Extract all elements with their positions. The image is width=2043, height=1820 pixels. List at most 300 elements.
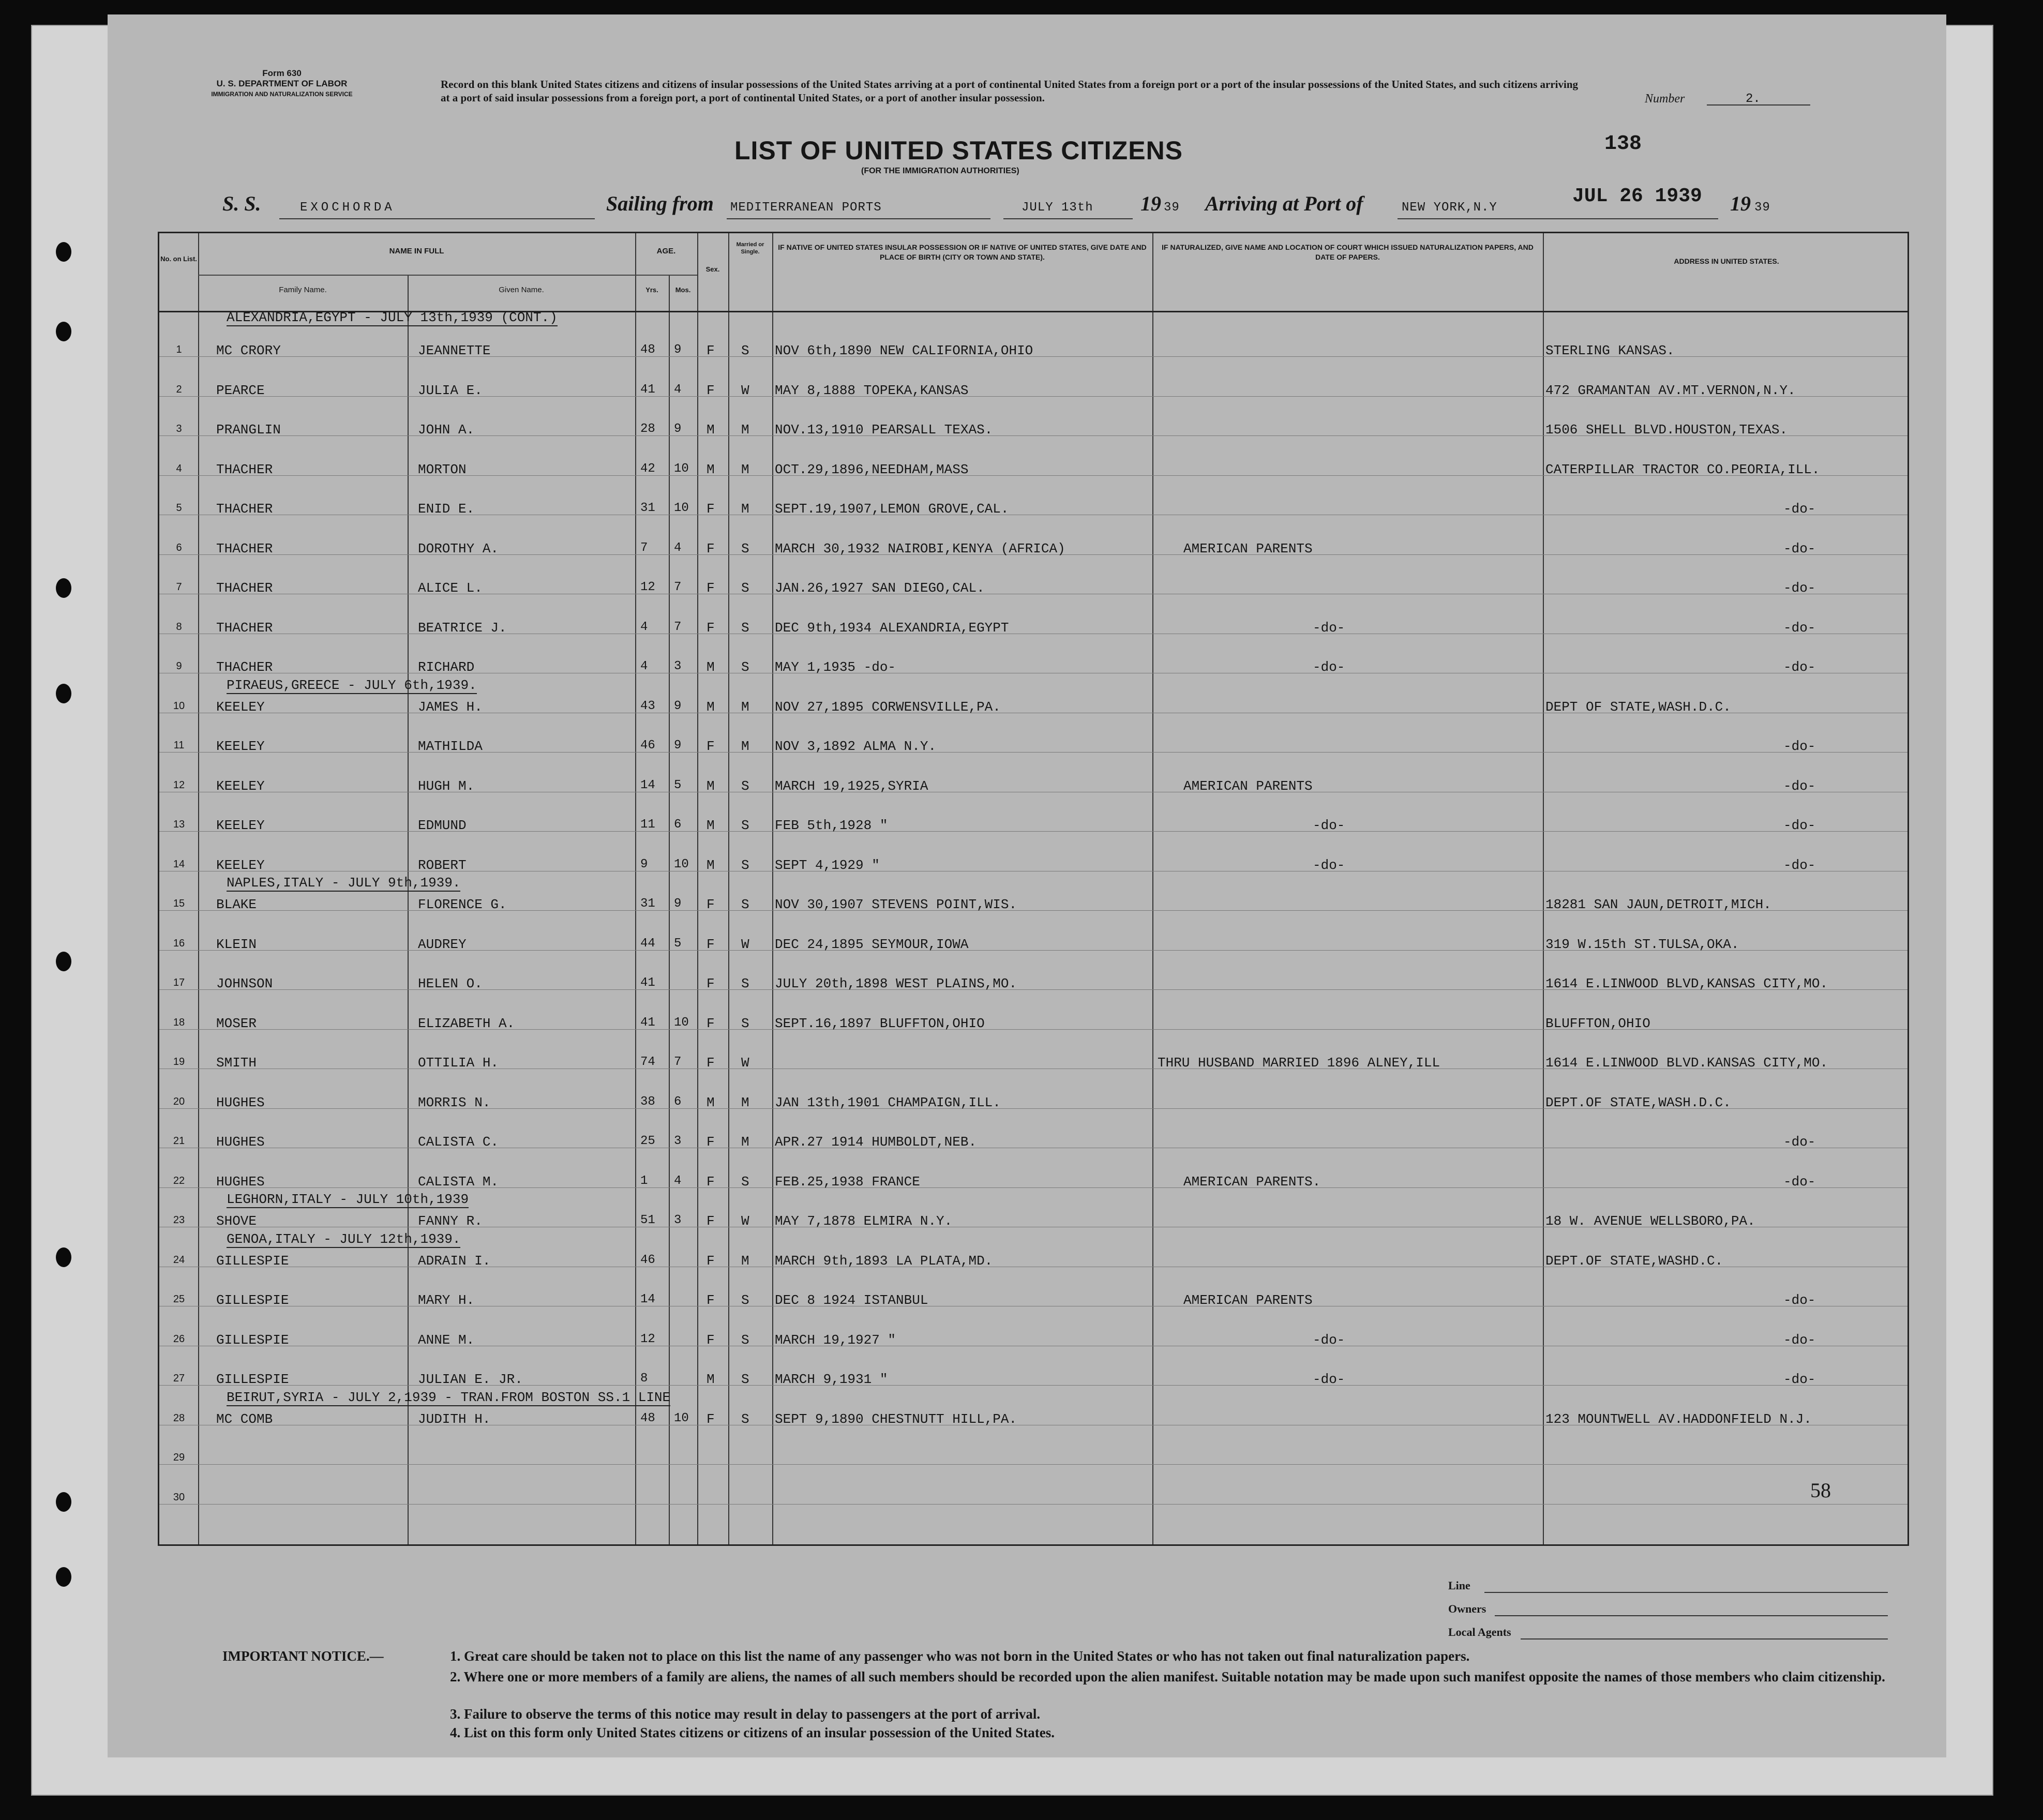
cell-sex: M (707, 1372, 715, 1387)
row-number: 10 (173, 700, 185, 712)
passenger-table (158, 232, 1909, 1546)
cell-ms: S (741, 778, 749, 794)
cell-family: GILLESPIE (216, 1253, 289, 1269)
cell-mos: 9 (674, 739, 682, 753)
cell-birth: SEPT.16,1897 BLUFFTON,OHIO (775, 1015, 985, 1031)
cell-family: MC COMB (216, 1411, 273, 1427)
row-number: 8 (176, 621, 182, 633)
cell-mos: 10 (674, 857, 689, 871)
cell-sex: F (707, 1253, 715, 1269)
cell-birth: MARCH 30,1932 NAIROBI,KENYA (AFRICA) (775, 540, 1065, 556)
notice-item-4: 4. List on this form only United States citizens or citizens of an insular possession of the United States. (450, 1725, 1055, 1740)
cell-family: THACHER (216, 580, 273, 596)
arrival-year: 39 (1754, 201, 1770, 215)
cell-yrs: 42 (640, 461, 655, 476)
cell-birth: FEB.25,1938 FRANCE (775, 1174, 920, 1190)
row-number: 5 (176, 502, 182, 514)
cell-family: JOHNSON (216, 976, 273, 991)
cell-given: ROBERT (418, 857, 467, 873)
cell-family: BLAKE (216, 897, 257, 912)
row-number: 21 (173, 1135, 185, 1147)
cell-addr: 472 GRAMANTAN AV.MT.VERNON,N.Y. (1545, 382, 1796, 398)
cell-ms: M (741, 501, 749, 517)
cell-yrs: 31 (640, 501, 655, 515)
number-label: Number (1645, 92, 1685, 106)
cell-sex: F (707, 620, 715, 636)
cell-nat: -do- (1313, 1372, 1345, 1387)
cell-addr: CATERPILLAR TRACTOR CO.PEORIA,ILL. (1545, 461, 1820, 477)
cell-mos: 4 (674, 1174, 682, 1188)
cell-ms: M (741, 1094, 749, 1110)
form-department-label (160, 68, 403, 99)
cell-given: MORTON (418, 461, 467, 477)
cell-addr: 18281 SAN JAUN,DETROIT,MICH. (1545, 897, 1771, 912)
cell-birth: NOV 6th,1890 NEW CALIFORNIA,OHIO (775, 343, 1033, 358)
sailing-label: Sailing from (606, 192, 714, 215)
cell-birth: JULY 20th,1898 WEST PLAINS,MO. (775, 976, 1017, 991)
cell-nat: -do- (1313, 620, 1345, 636)
cell-birth: MARCH 19,1925,SYRIA (775, 778, 928, 794)
stamp-number: 138 (1604, 132, 1642, 156)
row-number: 14 (173, 858, 185, 870)
notice-item-1: 1. Great care should be taken not to place on this list the name of any passenger who was not born in the United States or who has not taken out final naturalization papers. (450, 1648, 1470, 1664)
cell-yrs: 31 (640, 897, 655, 911)
cell-given: ALICE L. (418, 580, 483, 596)
row-number: 27 (173, 1373, 185, 1384)
cell-mos: 9 (674, 422, 682, 436)
cell-sex: F (707, 1015, 715, 1031)
cell-mos: 7 (674, 620, 682, 634)
cell-yrs: 28 (640, 422, 655, 436)
port-section-heading: LEGHORN,ITALY - JULY 10th,1939 (227, 1192, 469, 1207)
cell-addr: 123 MOUNTWELL AV.HADDONFIELD N.J. (1545, 1411, 1812, 1427)
cell-addr: -do- (1783, 659, 1816, 675)
cell-mos: 3 (674, 1213, 682, 1227)
cell-birth: NOV 3,1892 ALMA N.Y. (775, 739, 937, 754)
cell-ms: M (741, 699, 749, 715)
col-name-in-full: NAME IN FULL (389, 247, 444, 255)
cell-ms: S (741, 976, 749, 991)
sailing-year: 39 (1164, 201, 1180, 215)
cell-given: JULIA E. (418, 382, 483, 398)
cell-yrs: 7 (640, 540, 648, 555)
cell-addr: 319 W.15th ST.TULSA,OKA. (1545, 936, 1739, 952)
cell-sex: F (707, 1174, 715, 1190)
row-number: 26 (173, 1333, 185, 1345)
binder-hole (56, 1492, 71, 1512)
cell-addr: -do- (1783, 580, 1816, 596)
cell-sex: F (707, 1411, 715, 1427)
cell-yrs: 9 (640, 857, 648, 871)
cell-birth: SEPT.19,1907,LEMON GROVE,CAL. (775, 501, 1009, 517)
cell-birth: MAY 8,1888 TOPEKA,KANSAS (775, 382, 969, 398)
row-number: 13 (173, 819, 185, 830)
col-family-name: Family Name. (279, 285, 327, 294)
cell-yrs: 14 (640, 1292, 655, 1306)
arriving-port: NEW YORK,N.Y (1402, 201, 1497, 215)
cell-given: AUDREY (418, 936, 467, 952)
cell-given: JULIAN E. JR. (418, 1372, 523, 1387)
cell-sex: F (707, 1055, 715, 1071)
sailing-date: JULY 13th (1022, 201, 1093, 215)
cell-mos: 3 (674, 1134, 682, 1148)
cell-ms: S (741, 580, 749, 596)
cell-addr: -do- (1783, 1372, 1816, 1387)
cell-mos: 4 (674, 382, 682, 397)
cell-addr: -do- (1783, 818, 1816, 833)
cell-mos: 3 (674, 659, 682, 673)
cell-yrs: 44 (640, 936, 655, 951)
cell-ms: S (741, 857, 749, 873)
row-number: 11 (173, 740, 185, 751)
cell-family: KEELEY (216, 699, 265, 715)
cell-ms: M (741, 739, 749, 754)
cell-family: MC CRORY (216, 343, 281, 358)
cell-given: DOROTHY A. (418, 540, 499, 556)
cell-addr: 18 W. AVENUE WELLSBORO,PA. (1545, 1213, 1755, 1229)
top-instruction: Record on this blank United States citizens and citizens of insular possessions of the United States arriving at a port of continental United States from a foreign port or a port of the insular possessions of the United States, and such citizens arriving at a port of said insular possessions from a foreign port, a port of continental United States, or a port of another insular possession. (441, 78, 1579, 104)
cell-nat: THRU HUSBAND MARRIED 1896 ALNEY,ILL (1158, 1055, 1440, 1071)
cell-ms: S (741, 1332, 749, 1348)
cell-ms: S (741, 1411, 749, 1427)
cell-ms: S (741, 1015, 749, 1031)
cell-family: HUGHES (216, 1094, 265, 1110)
cell-given: OTTILIA H. (418, 1055, 499, 1071)
cell-family: KEELEY (216, 857, 265, 873)
cell-family: KLEIN (216, 936, 257, 952)
cell-mos: 6 (674, 818, 682, 832)
cell-addr: 1614 E.LINWOOD BLVD,KANSAS CITY,MO. (1545, 976, 1828, 991)
cell-birth: DEC 9th,1934 ALEXANDRIA,EGYPT (775, 620, 1009, 636)
cell-family: KEELEY (216, 778, 265, 794)
cell-ms: S (741, 1292, 749, 1308)
row-number: 28 (173, 1412, 185, 1424)
cell-nat: -do- (1313, 857, 1345, 873)
col-no: No. on List. (160, 255, 197, 263)
col-married: Married or Single. (736, 242, 764, 255)
col-age: AGE. (656, 247, 676, 255)
cell-birth: SEPT 4,1929 " (775, 857, 880, 873)
cell-addr: -do- (1783, 1292, 1816, 1308)
cell-family: PEARCE (216, 382, 265, 398)
cell-birth: NOV.13,1910 PEARSALL TEXAS. (775, 422, 993, 438)
cell-given: MORRIS N. (418, 1094, 491, 1110)
cell-sex: F (707, 936, 715, 952)
row-number: 4 (176, 462, 182, 474)
cell-ms: S (741, 540, 749, 556)
cell-birth: APR.27 1914 HUMBOLDT,NEB. (775, 1134, 977, 1150)
cell-birth: MARCH 19,1927 " (775, 1332, 896, 1348)
cell-addr: 1506 SHELL BLVD.HOUSTON,TEXAS. (1545, 422, 1788, 438)
cell-given: FANNY R. (418, 1213, 483, 1229)
arrival-date-stamp: JUL 26 1939 (1572, 185, 1702, 207)
cell-yrs: 12 (640, 580, 655, 594)
binder-hole (56, 1247, 71, 1267)
row-rule (159, 1464, 1907, 1465)
important-notice (222, 1647, 1885, 1766)
col-sex: Sex. (705, 265, 720, 273)
cell-ms: S (741, 1372, 749, 1387)
port-section-heading: ALEXANDRIA,EGYPT - JULY 13th,1939 (CONT.) (227, 310, 558, 325)
cell-addr: -do- (1783, 857, 1816, 873)
row-number: 17 (173, 977, 185, 988)
cell-yrs: 48 (640, 343, 655, 357)
notice-item-3: 3. Failure to observe the terms of this notice may result in delay to passengers at the port of arrival. (450, 1706, 1041, 1722)
cell-mos: 10 (674, 501, 689, 515)
cell-yrs: 48 (640, 1411, 655, 1425)
cell-sex: F (707, 1213, 715, 1229)
row-number: 19 (173, 1056, 185, 1067)
port-section-heading: BEIRUT,SYRIA - JULY 2,1939 - TRAN.FROM BOSTON SS.1 LINE (227, 1389, 671, 1405)
cell-ms: W (741, 936, 749, 952)
cell-given: JEANNETTE (418, 343, 491, 358)
cell-ms: W (741, 382, 749, 398)
cell-given: FLORENCE G. (418, 897, 507, 912)
cell-ms: M (741, 1134, 749, 1150)
cell-ms: M (741, 1253, 749, 1269)
cell-sex: M (707, 659, 715, 675)
cell-nat: AMERICAN PARENTS (1183, 1292, 1313, 1308)
cell-birth: DEC 8 1924 ISTANBUL (775, 1292, 928, 1308)
arrival-year-prefix: 19 (1730, 192, 1751, 215)
cell-family: THACHER (216, 461, 273, 477)
cell-birth: MAY 7,1878 ELMIRA N.Y. (775, 1213, 953, 1229)
cell-birth: OCT.29,1896,NEEDHAM,MASS (775, 461, 969, 477)
cell-yrs: 41 (640, 976, 655, 990)
cell-ms: S (741, 620, 749, 636)
ss-label: S. S. (222, 192, 261, 215)
cell-yrs: 11 (640, 818, 655, 832)
cell-given: ANNE M. (418, 1332, 475, 1348)
row-number: 25 (173, 1293, 185, 1305)
cell-birth: FEB 5th,1928 " (775, 818, 888, 833)
cell-family: HUGHES (216, 1174, 265, 1190)
cell-addr: BLUFFTON,OHIO (1545, 1015, 1650, 1031)
cell-birth: MARCH 9,1931 " (775, 1372, 888, 1387)
cell-yrs: 41 (640, 382, 655, 397)
cell-family: THACHER (216, 659, 273, 675)
cell-yrs: 8 (640, 1372, 648, 1386)
cell-addr: -do- (1783, 540, 1816, 556)
cell-sex: F (707, 501, 715, 517)
cell-mos: 7 (674, 580, 682, 594)
cell-addr: -do- (1783, 620, 1816, 636)
cell-given: CALISTA C. (418, 1134, 499, 1150)
cell-yrs: 74 (640, 1055, 655, 1069)
cell-ms: S (741, 897, 749, 912)
form-number: Form 630 (262, 68, 302, 78)
cell-ms: S (741, 659, 749, 675)
cell-mos: 4 (674, 540, 682, 555)
cell-given: JOHN A. (418, 422, 475, 438)
cell-sex: F (707, 976, 715, 991)
cell-ms: M (741, 461, 749, 477)
cell-addr: -do- (1783, 778, 1816, 794)
cell-given: MATHILDA (418, 739, 483, 754)
cell-sex: F (707, 739, 715, 754)
cell-sex: M (707, 857, 715, 873)
row-number: 3 (176, 423, 182, 434)
row-number: 1 (176, 344, 182, 355)
cell-yrs: 46 (640, 1253, 655, 1267)
cell-nat: -do- (1313, 659, 1345, 675)
cell-given: BEATRICE J. (418, 620, 507, 636)
binder-hole (56, 952, 71, 971)
cell-given: JUDITH H. (418, 1411, 491, 1427)
cell-sex: F (707, 540, 715, 556)
local-agents-label: Local Agents (1448, 1626, 1511, 1638)
row-rule (159, 1504, 1907, 1505)
cell-family: KEELEY (216, 739, 265, 754)
cell-birth: JAN.26,1927 SAN DIEGO,CAL. (775, 580, 985, 596)
cell-yrs: 4 (640, 659, 648, 673)
department-name: U. S. DEPARTMENT OF LABOR (216, 79, 348, 88)
cell-mos: 9 (674, 897, 682, 911)
cell-ms: W (741, 1055, 749, 1071)
cell-mos: 5 (674, 936, 682, 951)
cell-addr: -do- (1783, 501, 1816, 517)
cell-mos: 10 (674, 1015, 689, 1030)
cell-ms: S (741, 343, 749, 358)
cell-family: THACHER (216, 620, 273, 636)
cell-addr: DEPT.OF STATE,WASH.D.C. (1545, 1094, 1731, 1110)
cell-mos: 10 (674, 461, 689, 476)
col-given-name: Given Name. (499, 285, 544, 294)
cell-birth: NOV 30,1907 STEVENS POINT,WIS. (775, 897, 1017, 912)
page-subtitle: (FOR THE IMMIGRATION AUTHORITIES) (861, 167, 1019, 175)
binder-hole (56, 322, 71, 341)
cell-addr: -do- (1783, 1134, 1816, 1150)
cell-nat: AMERICAN PARENTS (1183, 778, 1313, 794)
cell-given: RICHARD (418, 659, 475, 675)
row-number: 22 (173, 1175, 185, 1186)
cell-sex: M (707, 818, 715, 833)
cell-sex: F (707, 897, 715, 912)
cell-ms: W (741, 1213, 749, 1229)
col-native: IF NATIVE OF UNITED STATES INSULAR POSSESSION OR IF NATIVE OF UNITED STATES, GIVE DATE AND PLACE OF BIRTH (CITY OR TOWN AND STATE). (778, 243, 1147, 261)
ship-name: EXOCHORDA (300, 201, 395, 215)
cell-birth: JAN 13th,1901 CHAMPAIGN,ILL. (775, 1094, 1001, 1110)
row-number: 15 (173, 898, 185, 909)
cell-yrs: 1 (640, 1174, 648, 1188)
cell-family: KEELEY (216, 818, 265, 833)
cell-addr: -do- (1783, 1174, 1816, 1190)
sailing-year-prefix: 19 (1140, 192, 1161, 215)
row-number: 16 (173, 937, 185, 949)
cell-given: JAMES H. (418, 699, 483, 715)
owners-label: Owners (1448, 1602, 1486, 1615)
cell-sex: F (707, 1292, 715, 1308)
binder-hole (56, 684, 71, 703)
cell-birth: SEPT 9,1890 CHESTNUTT HILL,PA. (775, 1411, 1017, 1427)
cell-given: HUGH M. (418, 778, 475, 794)
cell-yrs: 25 (640, 1134, 655, 1148)
cell-family: THACHER (216, 501, 273, 517)
cell-family: THACHER (216, 540, 273, 556)
sailing-from: MEDITERRANEAN PORTS (730, 201, 882, 215)
cell-nat: AMERICAN PARENTS. (1183, 1174, 1321, 1190)
row-number: 2 (176, 383, 182, 395)
cell-mos: 7 (674, 1055, 682, 1069)
binder-hole (56, 242, 71, 262)
page-number: 58 (1810, 1479, 1831, 1502)
row-number: 9 (176, 660, 182, 672)
cell-family: GILLESPIE (216, 1292, 289, 1308)
cell-family: SHOVE (216, 1213, 257, 1229)
line-label: Line (1448, 1579, 1470, 1592)
cell-given: ADRAIN I. (418, 1253, 491, 1269)
cell-addr: -do- (1783, 1332, 1816, 1348)
cell-mos: 5 (674, 778, 682, 792)
important-label: IMPORTANT NOTICE.— (222, 1648, 384, 1664)
cell-nat: -do- (1313, 818, 1345, 833)
cell-yrs: 4 (640, 620, 648, 634)
cell-given: EDMUND (418, 818, 467, 833)
row-number: 20 (173, 1095, 185, 1107)
cell-mos: 9 (674, 343, 682, 357)
port-section-heading: NAPLES,ITALY - JULY 9th,1939. (227, 875, 461, 891)
binder-hole (56, 578, 71, 598)
cell-addr: 1614 E.LINWOOD BLVD.KANSAS CITY,MO. (1545, 1055, 1828, 1071)
row-number: 7 (176, 581, 182, 593)
cell-given: ELIZABETH A. (418, 1015, 515, 1031)
row-number: 24 (173, 1254, 185, 1266)
col-mos: Mos. (675, 286, 691, 294)
row-number: 18 (173, 1016, 185, 1028)
cell-nat: -do- (1313, 1332, 1345, 1348)
cell-yrs: 46 (640, 739, 655, 753)
cell-sex: M (707, 1094, 715, 1110)
cell-sex: F (707, 382, 715, 398)
binder-hole (56, 1567, 71, 1587)
col-naturalized: IF NATURALIZED, GIVE NAME AND LOCATION OF COURT WHICH ISSUED NATURALIZATION PAPERS, AND DATE OF PAPERS. (1162, 243, 1534, 261)
cell-family: MOSER (216, 1015, 257, 1031)
cell-addr: -do- (1783, 739, 1816, 754)
cell-given: ENID E. (418, 501, 475, 517)
cell-nat: AMERICAN PARENTS (1183, 540, 1313, 556)
cell-yrs: 41 (640, 1015, 655, 1030)
cell-ms: M (741, 422, 749, 438)
cell-sex: M (707, 422, 715, 438)
col-yrs: Yrs. (645, 286, 658, 294)
cell-given: CALISTA M. (418, 1174, 499, 1190)
cell-family: HUGHES (216, 1134, 265, 1150)
cell-yrs: 38 (640, 1094, 655, 1109)
notice-item-2: 2. Where one or more members of a family are aliens, the names of all such members should be recorded upon the alien manifest. Suitable notation may be made upon such manifest opposite the names of those members who claim citizenship. (450, 1669, 1885, 1684)
cell-ms: S (741, 1174, 749, 1190)
service-name: IMMIGRATION AND NATURALIZATION SERVICE (211, 91, 353, 98)
row-number: 30 (173, 1491, 185, 1503)
cell-mos: 6 (674, 1094, 682, 1109)
cell-sex: M (707, 461, 715, 477)
cell-sex: F (707, 343, 715, 358)
cell-family: GILLESPIE (216, 1332, 289, 1348)
number-value: 2. (1746, 92, 1761, 106)
cell-yrs: 43 (640, 699, 655, 713)
cell-birth: MAY 1,1935 -do- (775, 659, 896, 675)
cell-addr: STERLING KANSAS. (1545, 343, 1675, 358)
row-number: 29 (173, 1452, 185, 1463)
cell-mos: 9 (674, 699, 682, 713)
row-number: 12 (173, 779, 185, 791)
row-number: 23 (173, 1214, 185, 1226)
cell-given: MARY H. (418, 1292, 475, 1308)
cell-sex: M (707, 778, 715, 794)
cell-birth: NOV 27,1895 CORWENSVILLE,PA. (775, 699, 1001, 715)
cell-family: SMITH (216, 1055, 257, 1071)
cell-yrs: 12 (640, 1332, 655, 1346)
col-address: ADDRESS IN UNITED STATES. (1674, 257, 1779, 265)
